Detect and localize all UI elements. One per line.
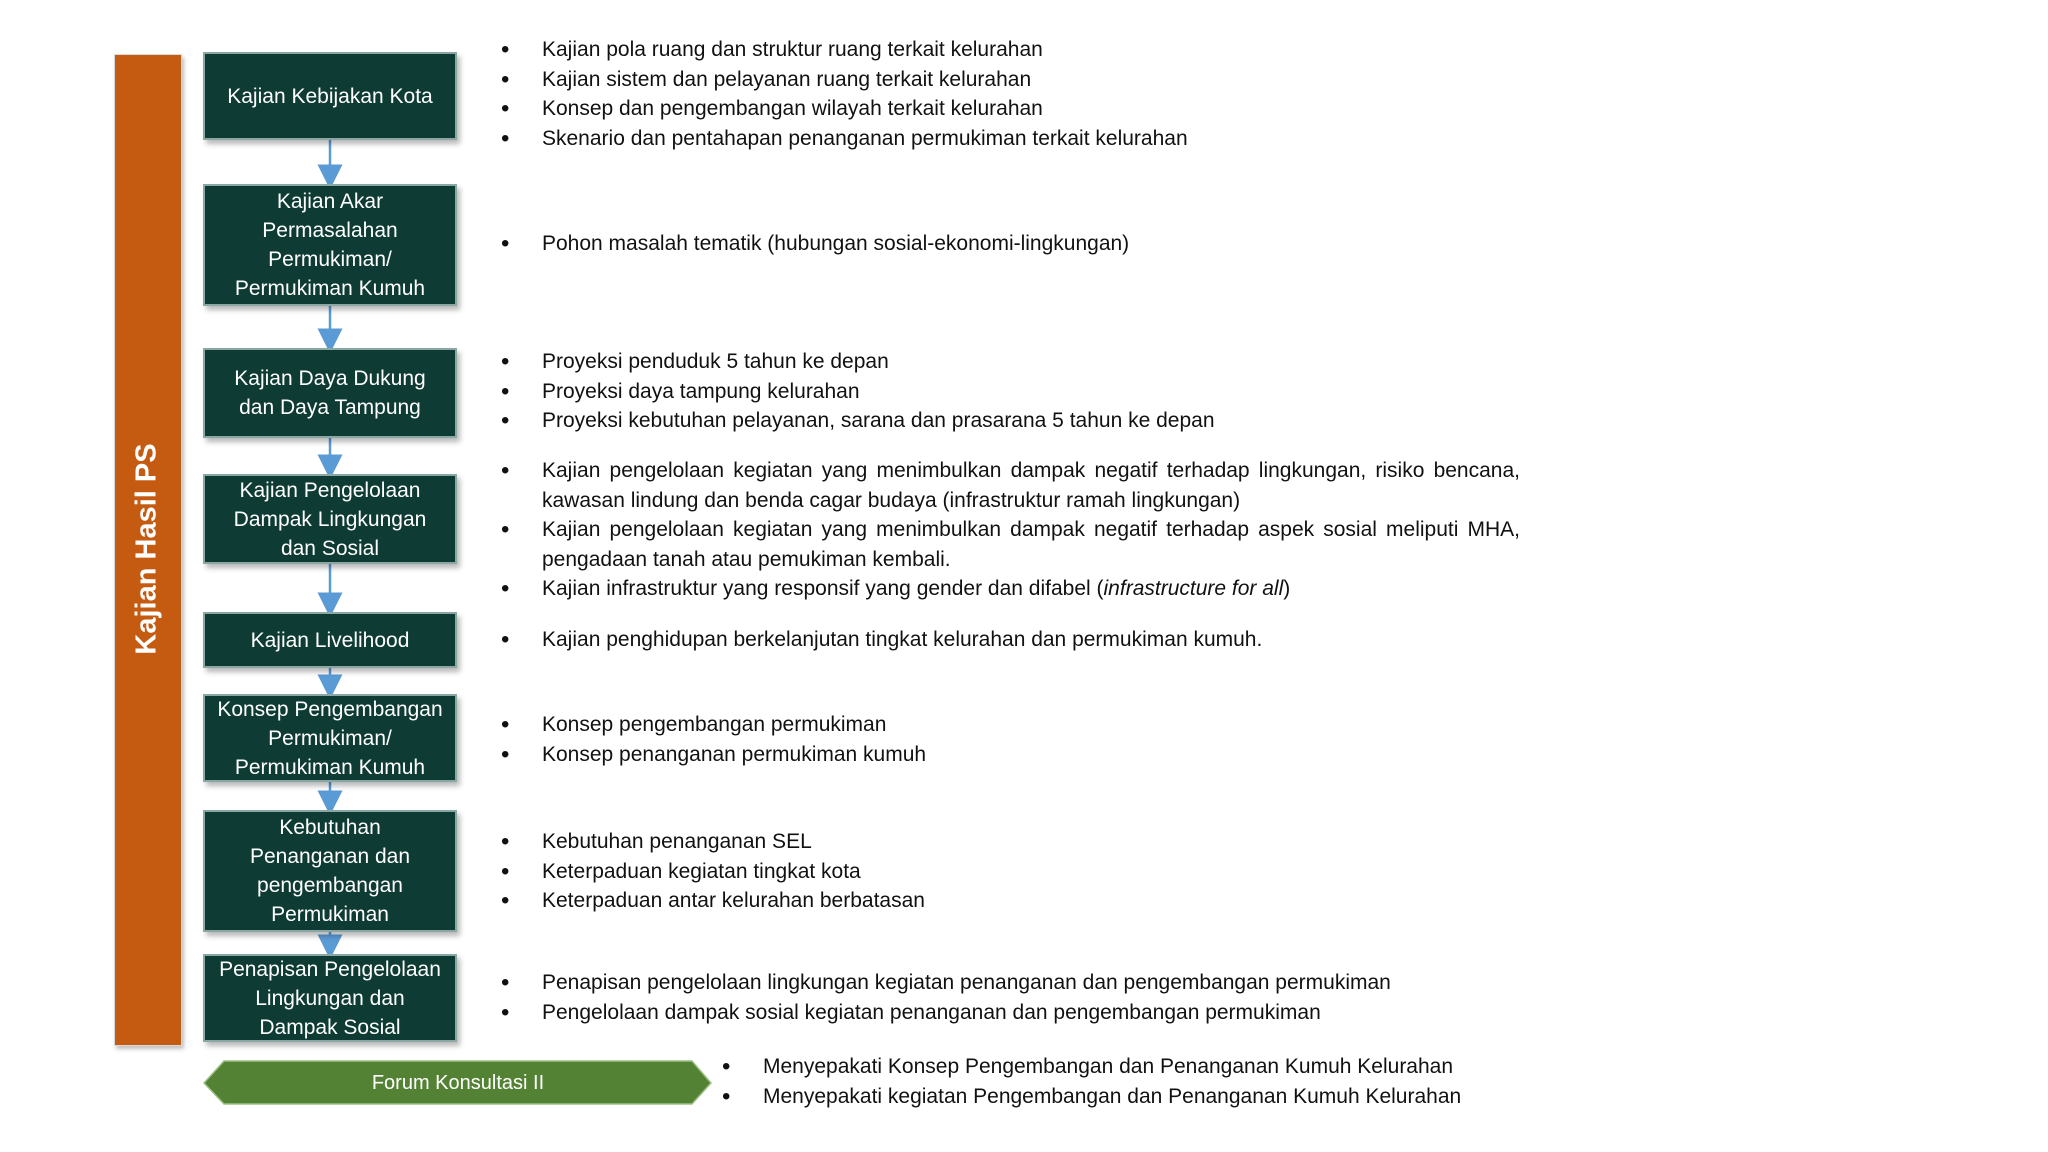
step-box-line: Lingkungan dan <box>255 986 405 1010</box>
bullet-list-konsep-pengembangan <box>501 710 1261 769</box>
step-box-line: dan Daya Tampung <box>239 396 421 419</box>
bullet-item: • Menyepakati Konsep Pengembangan dan Penanganan Kumuh Kelurahan <box>722 1052 1542 1082</box>
step-box-line: Kajian Livelihood <box>250 628 410 652</box>
bullet-item: • Skenario dan pentahapan penanganan permukiman terkait kelurahan <box>501 124 1261 154</box>
bullet-item: • Konsep dan pengembangan wilayah terkait kelurahan <box>501 94 1261 124</box>
step-box-line: Permukiman/ <box>268 726 392 750</box>
bullet-item: • Konsep pengembangan permukiman <box>501 710 1261 740</box>
step-box-daya-dukung <box>203 348 457 438</box>
step-box-line: Dampak Lingkungan <box>233 507 427 531</box>
step-box-livelihood <box>203 612 457 668</box>
step-box-line: Kebutuhan <box>279 816 381 839</box>
bullet-item: • Proyeksi kebutuhan pelayanan, sarana dan prasarana 5 tahun ke depan <box>501 406 1261 436</box>
step-box-line: Penapisan Pengelolaan <box>219 957 441 981</box>
bullet-item: • Kajian pengelolaan kegiatan yang menimbulkan dampak negatif terhadap aspek sosial meliputi MHA, pengadaan tanah atau pemukiman kembali. <box>501 515 1520 574</box>
step-box-line: pengembangan <box>257 874 403 897</box>
bullet-item: • Kajian sistem dan pelayanan ruang terkait kelurahan <box>501 65 1261 95</box>
step-box-line: dan Sosial <box>280 536 380 560</box>
bullet-item: • Pengelolaan dampak sosial kegiatan penanganan dan pengembangan permukiman <box>501 998 1501 1028</box>
italic-phrase: infrastructure for all <box>1103 577 1284 601</box>
step-box-line: Permukiman Kumuh <box>234 755 426 779</box>
bullet-item: • Kebutuhan penanganan SEL <box>501 827 1261 857</box>
step-box-kebutuhan-penanganan <box>203 810 457 932</box>
step-box-dampak-lingkungan <box>203 474 457 564</box>
bullet-list-kebijakan-kota <box>501 35 1261 153</box>
bullet-list-penapisan <box>501 968 1501 1027</box>
bullet-list-livelihood <box>501 625 1501 655</box>
bullet-list-forum <box>722 1052 1542 1111</box>
step-box-penapisan <box>203 954 457 1042</box>
forum-label: Forum Konsultasi II <box>371 1071 545 1094</box>
step-box-line: Konsep Pengembangan <box>217 697 443 721</box>
step-box-line: Kajian Pengelolaan <box>239 478 421 502</box>
bullet-item: • Keterpaduan antar kelurahan berbatasan <box>501 886 1261 916</box>
step-box-line: Dampak Sosial <box>259 1015 401 1039</box>
bullet-item: • Kajian pengelolaan kegiatan yang menimbulkan dampak negatif terhadap lingkungan, risiko bencana, kawasan lindung dan benda cagar budaya (infrastruktur ramah lingkungan) <box>501 456 1520 515</box>
bullet-item: • Kajian penghidupan berkelanjutan tingkat kelurahan dan permukiman kumuh. <box>501 625 1501 655</box>
step-box-kebijakan-kota <box>203 52 457 140</box>
step-box-line: Permukiman/ <box>268 248 392 271</box>
bullet-item: • Kajian infrastruktur yang responsif yang gender dan difabel (infrastructure for all) <box>501 574 1520 604</box>
step-box-line: Permukiman <box>271 903 389 926</box>
bullet-list-akar-permasalahan <box>501 229 1261 259</box>
step-box-akar-permasalahan <box>203 184 457 306</box>
step-box-line: Kajian Daya Dukung <box>234 367 426 390</box>
bullet-item: • Proyeksi daya tampung kelurahan <box>501 377 1261 407</box>
bullet-list-kebutuhan-penanganan <box>501 827 1261 916</box>
bullet-item: • Kajian pola ruang dan struktur ruang terkait kelurahan <box>501 35 1261 65</box>
step-box-line: Kajian Kebijakan Kota <box>227 84 433 108</box>
bullet-item: • Pohon masalah tematik (hubungan sosial-ekonomi-lingkungan) <box>501 229 1261 259</box>
bullet-list-dampak-lingkungan <box>501 456 1520 604</box>
bullet-item: • Penapisan pengelolaan lingkungan kegiatan penanganan dan pengembangan permukiman <box>501 968 1501 998</box>
bullet-item: • Proyeksi penduduk 5 tahun ke depan <box>501 347 1261 377</box>
bullet-item: • Menyepakati kegiatan Pengembangan dan Penanganan Kumuh Kelurahan <box>722 1082 1542 1112</box>
step-box-line: Penanganan dan <box>250 845 410 868</box>
side-bar-label: Kajian Hasil PS <box>130 443 163 655</box>
bullet-item: • Keterpaduan kegiatan tingkat kota <box>501 857 1261 887</box>
bullet-item: • Konsep penanganan permukiman kumuh <box>501 740 1261 770</box>
step-box-line: Permukiman Kumuh <box>234 277 426 300</box>
step-box-line: Kajian Akar <box>276 190 384 213</box>
step-box-line: Permasalahan <box>262 219 398 242</box>
bullet-list-daya-dukung <box>501 347 1261 436</box>
step-box-konsep-pengembangan <box>203 694 457 782</box>
